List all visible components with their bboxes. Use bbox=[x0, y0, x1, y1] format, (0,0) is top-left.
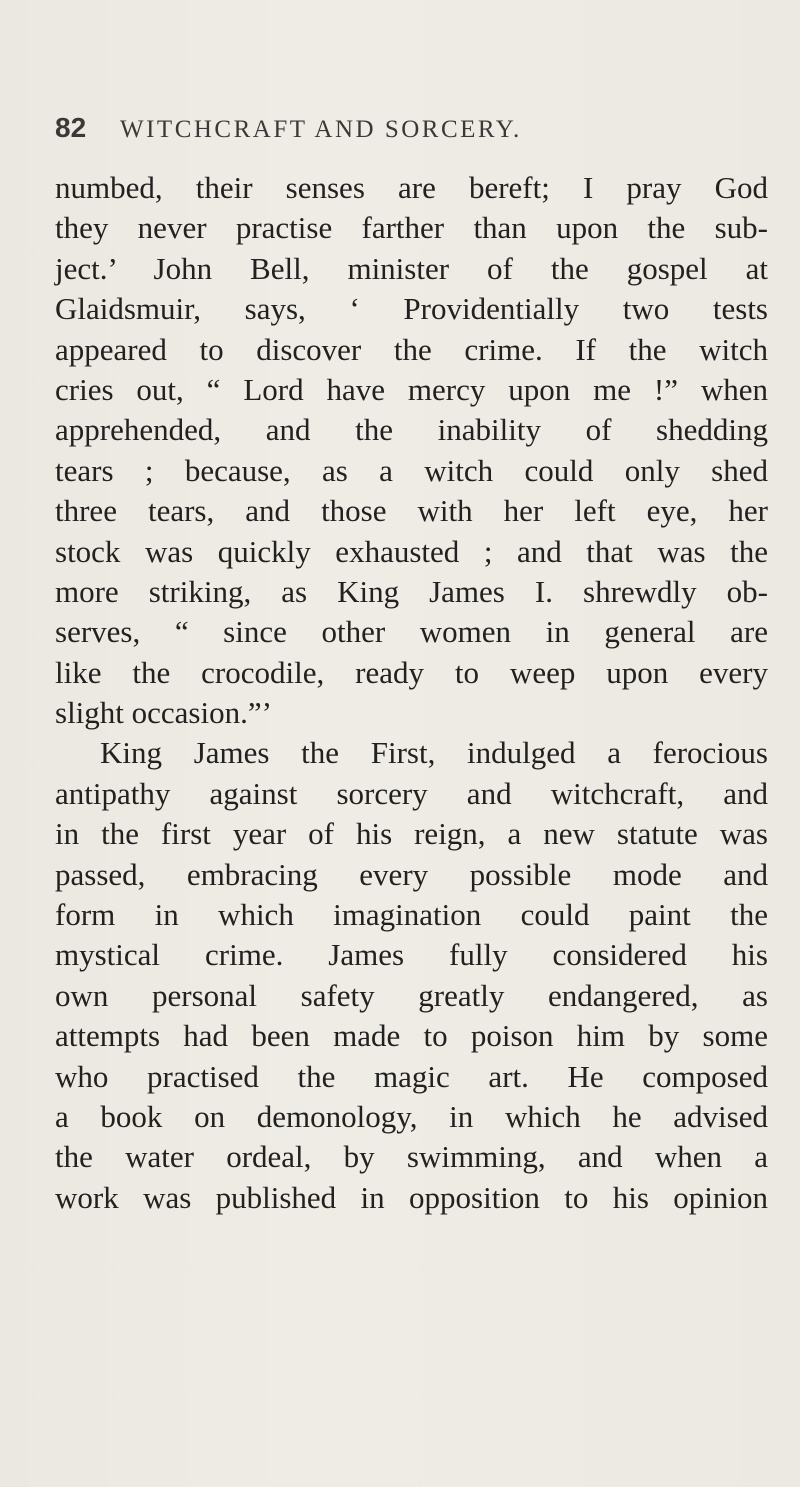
body-text bbox=[55, 168, 768, 1218]
text-line: in the first year of his reign, a new statute was bbox=[55, 816, 768, 852]
text-line: stock was quickly exhausted ; and that was the bbox=[55, 533, 768, 569]
text-line: apprehended, and the inability of shedding bbox=[55, 412, 768, 448]
running-title: WITCHCRAFT AND SORCERY. bbox=[120, 116, 522, 143]
text-line: the water ordeal, by swimming, and when a bbox=[55, 1139, 768, 1175]
text-line: Glaidsmuir, says, ‘ Providentially two tests bbox=[55, 291, 768, 327]
text-line: work was published in opposition to his opinion bbox=[55, 1179, 768, 1215]
text-line: three tears, and those with her left eye, her bbox=[55, 493, 768, 529]
text-line: serves, “ since other women in general are bbox=[55, 614, 768, 650]
text-line: tears ; because, as a witch could only shed bbox=[55, 452, 768, 488]
text-line: attempts had been made to poison him by some bbox=[55, 1018, 768, 1054]
text-line: a book on demonology, in which he advised bbox=[55, 1098, 768, 1134]
text-line: passed, embracing every possible mode and bbox=[55, 856, 768, 892]
text-line: slight occasion.”’ bbox=[55, 695, 272, 731]
text-line: ject.’ John Bell, minister of the gospel at bbox=[55, 250, 768, 286]
text-line: cries out, “ Lord have mercy upon me !” when bbox=[55, 371, 768, 407]
text-line: King James the First, indulged a ferocious bbox=[100, 735, 768, 771]
running-header bbox=[55, 112, 775, 152]
text-line: appeared to discover the crime. If the witch bbox=[55, 331, 768, 367]
text-line: they never practise farther than upon the sub- bbox=[55, 210, 768, 246]
text-line: more striking, as King James I. shrewdly ob- bbox=[55, 573, 768, 609]
text-line: form in which imagination could paint the bbox=[55, 897, 768, 933]
page-number: 82 bbox=[55, 112, 87, 143]
text-line: own personal safety greatly endangered, as bbox=[55, 977, 768, 1013]
text-line: who practised the magic art. He composed bbox=[55, 1058, 768, 1094]
text-line: numbed, their senses are bereft; I pray God bbox=[55, 170, 768, 205]
text-line: mystical crime. James fully considered his bbox=[55, 937, 768, 973]
text-line: antipathy against sorcery and witchcraft, and bbox=[55, 775, 768, 811]
text-line: like the crocodile, ready to weep upon every bbox=[55, 654, 768, 690]
